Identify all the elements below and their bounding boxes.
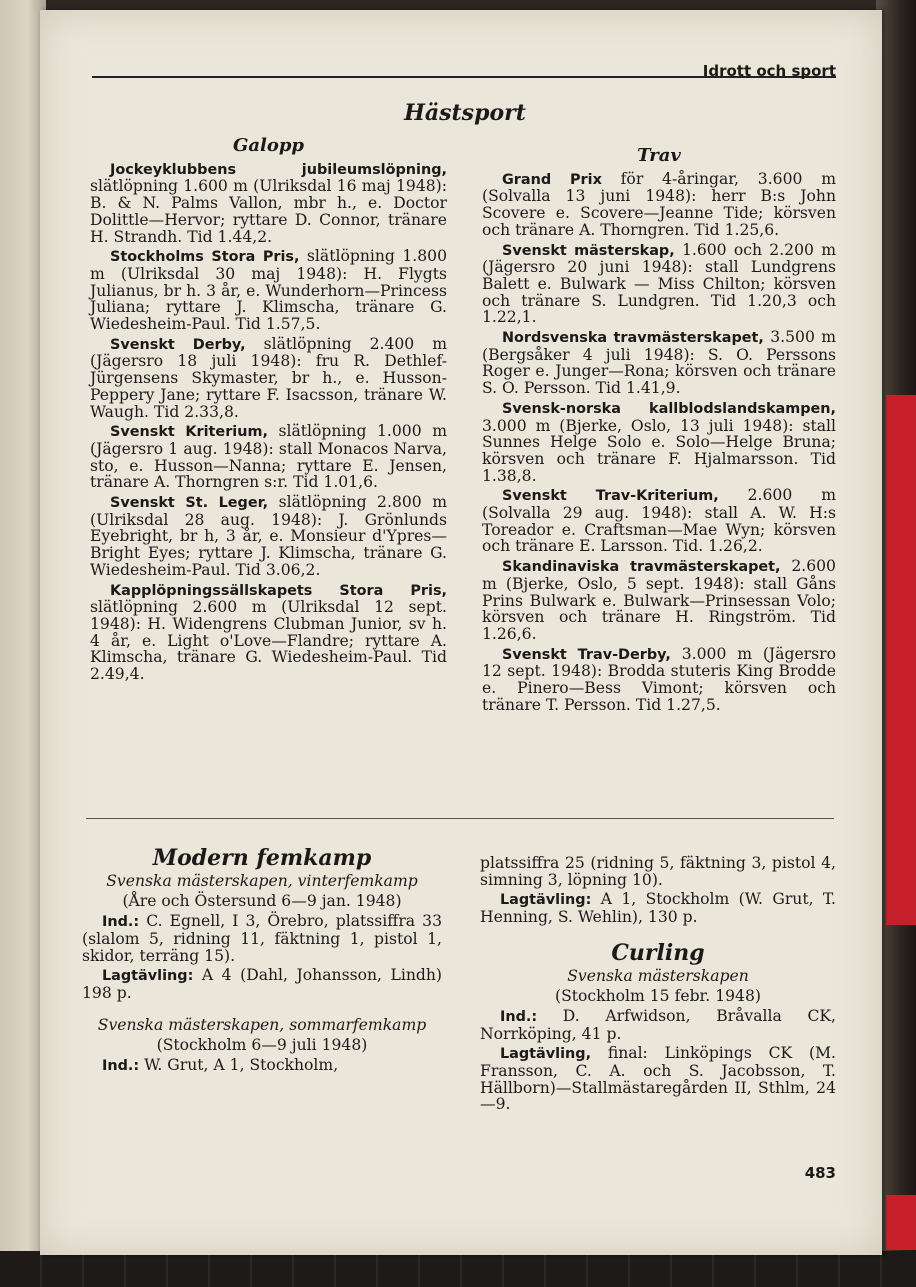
race-entry: Svenskt mästerskap, 1.600 och 2.200 m (Jägersro 20 juni 1948): stall Lundgrens Balett e. Bulwark — Miss Chilton; körsven och tränare S. Lundgren. Tid 1.20,3 och 1.22,1.: [482, 240, 836, 327]
curling-subtitle: Svenska mästerskapen: [567, 966, 749, 985]
running-header: Idrott och sport: [702, 62, 836, 80]
summer-subtitle: Svenska mästerskapen, sommarfemkamp: [97, 1015, 427, 1034]
galopp-column: [90, 135, 448, 686]
winter-place: (Åre och Östersund 6—9 jan. 1948): [122, 892, 402, 911]
red-page-tab: [886, 395, 916, 925]
race-entry: Svenskt Kriterium, slätlöpning 1.000 m (Jägersro 1 aug. 1948): stall Monacos Narva, sto, e. Husson—Nanna; ryttare E. Jensen, tränare A. Thorngren s:r. Tid 1.01,6.: [90, 422, 447, 492]
summer-individual-cont: platssiffra 25 (ridning 5, fäktning 3, pistol 4, simning 3, löpning 10).: [480, 854, 836, 889]
curling-heading: Curling: [611, 939, 705, 966]
femkamp-column: [82, 845, 442, 1078]
winter-individual: Ind.: C. Egnell, I 3, Örebro, platssiffra 33 (slalom 5, ridning 11, fäktning 1, pistol 1, skidor, terräng 15).: [82, 912, 442, 965]
race-entry: Svenskt Trav-Kriterium, 2.600 m (Solvalla 29 aug. 1948): stall A. W. H:s Toreador e. Craftsman—Mae Wyn; körsven och tränare E. Larsson. Tid. 1.26,2.: [482, 486, 836, 556]
section-title: Hästsport: [404, 100, 526, 126]
galopp-heading: Galopp: [232, 135, 305, 156]
race-entry: Jockeyklubbens jubileumslöpning, slätlöpning 1.600 m (Ulriksdal 16 maj 1948): B. & N. Palms Vallon, mbr h., e. Doctor Dolittle—Hervor; ryttare D. Connor, tränare H. Strandh. Tid 1.44,2.: [90, 161, 447, 246]
race-entry: Nordsvenska travmästerskapet, 3.500 m (Bergsåker 4 juli 1948): S. O. Perssons Roger e. Junger—Rona; körsven och tränare S. O. Persson. Tid 1.41,9.: [482, 328, 837, 398]
race-entry: Svensk-norska kallblodslandskampen, 3.000 m (Bjerke, Oslo, 13 juli 1948): stall Sunnes Helge Solo e. Solo—Helge Bruna; körsven och tränare F. Hjalmarsson. Tid 1.38,8.: [482, 400, 836, 485]
trav-heading: Trav: [637, 145, 681, 166]
page-number: 483: [804, 1164, 836, 1182]
book-page: [40, 10, 882, 1255]
race-entry: Stockholms Stora Pris, slätlöpning 1.800 m (Ulriksdal 30 maj 1948): H. Flygts Julianus, br h. 3 år, e. Wunderhorn—Princess Juliana; ryttare J. Klimscha, tränare G. Wiedesheim-Paul. Tid 1.57,5.: [90, 247, 447, 334]
race-entry: Svenskt Trav-Derby, 3.000 m (Jägersro 12 sept. 1948): Brodda stuteris King Brodde e. Pinero—Bess Vimont; körsven och tränare T. Persson. Tid 1.27,5.: [482, 644, 836, 714]
femkamp-heading: Modern femkamp: [152, 845, 372, 871]
curling-individual: Ind.: D. Arfwidson, Bråvalla CK, Norrköping, 41 p.: [480, 1006, 836, 1043]
curling-place: (Stockholm 15 febr. 1948): [555, 987, 761, 1006]
winter-team: Lagtävling: A 4 (Dahl, Johansson, Lindh) 198 p.: [82, 966, 442, 1002]
summer-place: (Stockholm 6—9 juli 1948): [156, 1036, 368, 1055]
bottom-background: [0, 1251, 916, 1287]
curling-team: Lagtävling, final: Linköpings CK (M. Fransson, C. A. och S. Jacobsson, T. Hällborn)—Stallmästaregården II, Sthlm, 24—9.: [480, 1044, 836, 1114]
race-entry: Svenskt St. Leger, slätlöpning 2.800 m (Ulriksdal 28 aug. 1948): J. Grönlunds Eyebright, br h, 3 år, e. Monsieur d'Ypres—Bright Eyes; ryttare J. Klimscha, tränare G. Wiedesheim-Paul. Tid 3.06,2.: [90, 493, 448, 579]
race-entry: Svenskt Derby, slätlöpning 2.400 m (Jägersro 18 juli 1948): fru R. Dethlef-Jürgensens Skymaster, br h., e. Husson-Peppery Jane; ryttare F. Isacsson, tränare W. Waugh. Tid 2.33,8.: [90, 334, 447, 421]
red-page-tab-lower: [886, 1195, 916, 1250]
curling-column: [480, 855, 836, 1116]
trav-column: [482, 145, 837, 717]
race-entry: Grand Prix för 4-åringar, 3.600 m (Solvalla 13 juni 1948): herr B:s John Scovere e. Scovere—Jeanne Tide; körsven och tränare A. Thorngren. Tid 1.25,6.: [482, 169, 836, 239]
summer-team: Lagtävling: A 1, Stockholm (W. Grut, T. Henning, S. Wehlin), 130 p.: [480, 890, 836, 927]
race-entry: Kapplöpningssällskapets Stora Pris, slätlöpning 2.600 m (Ulriksdal 12 sept. 1948): H. Widengrens Clubman Junior, sv h. 4 år, e. Light o'Love—Flandre; ryttare A. Klimscha, tränare G. Wiedesheim-Paul. Tid 2.49,4.: [90, 582, 447, 684]
section-divider: [86, 818, 834, 819]
summer-individual: Ind.: W. Grut, A 1, Stockholm,: [102, 1056, 339, 1075]
race-entry: Skandinaviska travmästerskapet, 2.600 m (Bjerke, Oslo, 5 sept. 1948): stall Gåns Prins Bulwark e. Bulwark—Prinsessan Volo; körsven och tränare H. Ringström. Tid 1.26,6.: [482, 557, 836, 643]
winter-subtitle: Svenska mästerskapen, vinterfemkamp: [106, 871, 418, 890]
